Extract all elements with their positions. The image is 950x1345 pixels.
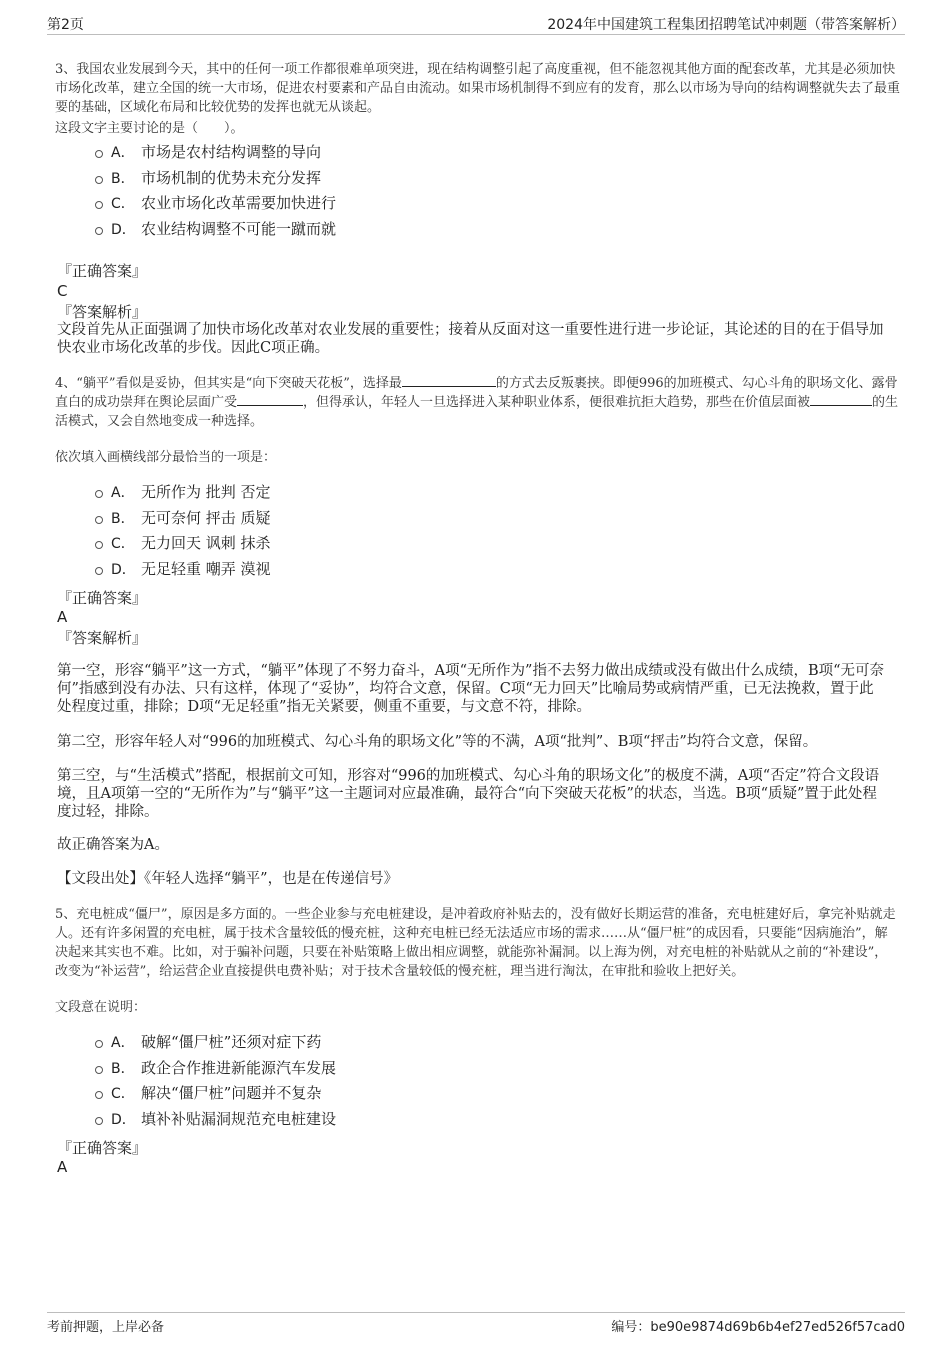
- radio-button-icon[interactable]: [95, 567, 103, 575]
- question-4-text: 4、“躺平”看似是妥协，但其实是“向下突破天花板”，选择最 的方式去反叛裹挟。即便996的加班模式、勾心斗角的职场文化、露骨直白的成功崇拜在舆论层面广受 ，但得承认，年轻人一旦选择进入某种职业体系，便很难抗拒大趋势，那些在价值层面被 的生活模式，又会自然地变成一种选择。: [55, 376, 899, 429]
- radio-button-icon[interactable]: [95, 176, 103, 184]
- analysis-paragraph-3: 第三空，与“生活模式”搭配，根据前文可知，形容对“996的加班模式、勾心斗角的职场文化”的极度不满，A项“否定”符合文段语境，且A项第一空的“无所作为”与“躺平”这一主题词对应最准确，最符合“向下突破天花板”的状态，当选。B项“质疑”置于此处程度过轻，排除。: [57, 768, 880, 820]
- option-c[interactable]: C． 无力回天 讽刺 抹杀: [95, 531, 855, 557]
- option-a[interactable]: A． 破解“僵尸桩”还须对症下药: [95, 1030, 855, 1056]
- answer-label: 『正确答案』: [57, 1139, 148, 1157]
- option-c[interactable]: C． 解决“僵尸桩”问题并不复杂: [95, 1081, 855, 1107]
- option-b[interactable]: B． 无可奈何 抨击 质疑: [95, 506, 855, 532]
- question-5-options: [95, 1030, 855, 1132]
- question-5-text: 5、充电桩成“僵尸”，原因是多方面的。一些企业参与充电桩建设，是冲着政府补贴去的，没有做好长期运营的准备，充电桩建好后，拿完补贴就走人。还有许多闲置的充电桩，属于技术含量较低的慢充桩，这种充电桩已经无法适应市场的需求……从“僵尸桩”的成因看，只要能“因病施治”，解决起来其实也不难。比如，对于骗补问题，只要在补贴策略上做出相应调整，就能弥补漏洞。以上海为例，对充电桩的补贴就从之前的“补建设”，改变为“补运营”，给运营企业直接提供电费补贴；对于技术含量较低的慢充桩，理当进行淘汰，在审批和验收上把好关。: [55, 907, 896, 979]
- question-3-options: [95, 140, 855, 242]
- analysis-text: 文段首先从正面强调了加快市场化改革对农业发展的重要性；接着从反面对这一重要性进行进一步论证，其论述的目的在于倡导加快农业市场化改革的步伐。因此C项正确。: [57, 322, 884, 356]
- analysis-paragraph-1: 第一空，形容“躺平”这一方式，“躺平”体现了不努力奋斗，A项“无所作为”指不去努力做出成绩或没有做出什么成绩，B项“无可奈何”指感到没有办法、只有这样，体现了“妥协”，均符合文意，保留。C项“无力回天”比喻局势或病情严重，已无法挽救，置于此处程度过重，排除；D项“无足轻重”指无关紧要，侧重不重要，与文意不符，排除。: [57, 663, 885, 715]
- radio-button-icon[interactable]: [95, 150, 103, 158]
- option-c[interactable]: C． 农业市场化改革需要加快进行: [95, 191, 855, 217]
- question-3-text: 3、我国农业发展到今天，其中的任何一项工作都很难单项突进，现在结构调整引起了高度重视，但不能忽视其他方面的配套改革，尤其是必须加快市场化改革，建立全国的统一大市场，促进农村要素和产品自由流动。如果市场机制得不到应有的发育，那么以市场为导向的结构调整就失去了最重要的基础，区域化布局和比较优势的发挥也就无从谈起。: [55, 62, 901, 115]
- answer-value: A: [57, 608, 68, 626]
- question-3-prompt: 这段文字主要讨论的是（ ）。: [55, 121, 244, 136]
- radio-button-icon[interactable]: [95, 1091, 103, 1099]
- fill-blank-2: [237, 393, 303, 406]
- option-b[interactable]: B． 政企合作推进新能源汽车发展: [95, 1056, 855, 1082]
- fill-blank-1: [402, 374, 496, 387]
- radio-button-icon[interactable]: [95, 516, 103, 524]
- radio-button-icon[interactable]: [95, 1117, 103, 1125]
- document-title: 2024年中国建筑工程集团招聘笔试冲刺题（带答案解析）: [547, 17, 905, 33]
- analysis-paragraph-4: 故正确答案为A。: [57, 837, 169, 853]
- footer-slogan: 考前押题，上岸必备: [47, 1320, 165, 1335]
- option-a[interactable]: A． 市场是农村结构调整的导向: [95, 140, 855, 166]
- radio-button-icon[interactable]: [95, 1066, 103, 1074]
- option-b[interactable]: B． 市场机制的优势未充分发挥: [95, 166, 855, 192]
- option-d[interactable]: D． 填补补贴漏洞规范充电桩建设: [95, 1107, 855, 1133]
- radio-button-icon[interactable]: [95, 1040, 103, 1048]
- question-5-prompt: 文段意在说明：: [55, 1000, 147, 1015]
- document-code: 编号：be90e9874d69b6b4ef27ed526f57cad0: [611, 1320, 905, 1335]
- question-4-prompt: 依次填入画横线部分最恰当的一项是：: [55, 450, 277, 465]
- question-4-options: [95, 480, 855, 582]
- analysis-label: 『答案解析』: [57, 629, 148, 647]
- radio-button-icon[interactable]: [95, 227, 103, 235]
- source-citation: 【文段出处】《年轻人选择“躺平”，也是在传递信号》: [57, 871, 399, 887]
- answer-label: 『正确答案』: [57, 262, 148, 280]
- option-a[interactable]: A． 无所作为 批判 否定: [95, 480, 855, 506]
- answer-value: C: [57, 282, 68, 300]
- analysis-label: 『答案解析』: [57, 303, 148, 321]
- analysis-paragraph-2: 第二空，形容年轻人对“996的加班模式、勾心斗角的职场文化”等的不满，A项“批判”、B项“抨击”均符合文意，保留。: [57, 734, 818, 750]
- page-number: 第2页: [47, 17, 84, 33]
- answer-label: 『正确答案』: [57, 589, 148, 607]
- option-d[interactable]: D． 农业结构调整不可能一蹴而就: [95, 217, 855, 243]
- option-d[interactable]: D． 无足轻重 嘲弄 漠视: [95, 557, 855, 583]
- radio-button-icon[interactable]: [95, 541, 103, 549]
- radio-button-icon[interactable]: [95, 201, 103, 209]
- radio-button-icon[interactable]: [95, 490, 103, 498]
- page-footer: [47, 1312, 905, 1335]
- answer-value: A: [57, 1158, 68, 1176]
- fill-blank-3: [810, 393, 872, 406]
- page-header: [47, 14, 905, 35]
